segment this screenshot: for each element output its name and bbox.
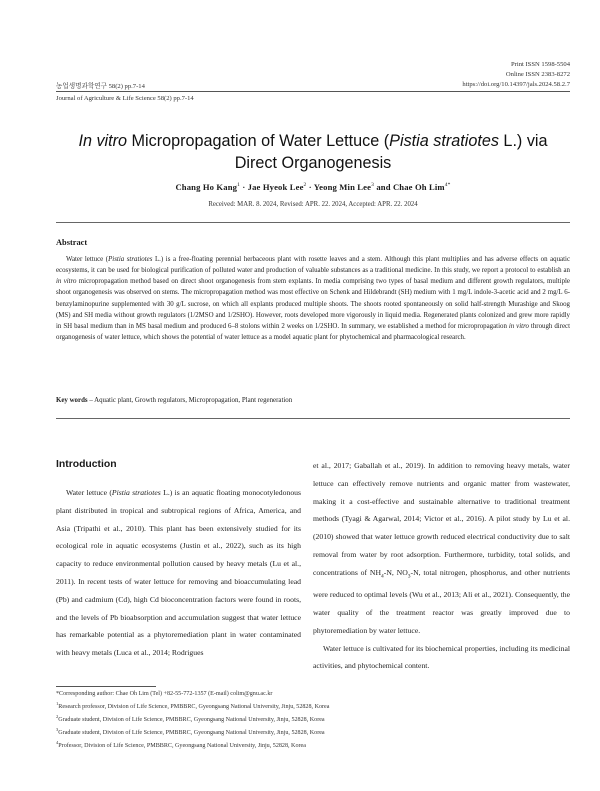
abstract-bottom-rule — [56, 418, 570, 419]
footnote-2: $^2$Graduate student, Division of Life Science, PMBBRC, Gyeongsang National University, Jinju, 52828, Korea — [56, 714, 325, 724]
footnote-3: $^3$Graduate student, Division of Life Science, PMBBRC, Gyeongsang National University, Jinju, 52828, Korea — [56, 727, 325, 737]
footnotes — [56, 689, 570, 752]
author-4: Chae Oh Lim — [392, 182, 445, 192]
title-text-4: L.) via — [498, 132, 548, 150]
title-text-2: Micropropagation of Water Lettuce ( — [127, 132, 390, 150]
doi-link[interactable]: https://doi.org/10.14397/jals.2024.58.2.7 — [462, 81, 570, 88]
title-italic-1: In vitro — [78, 132, 128, 150]
author-list: Chang Ho Kang$^1$ · Jae Hyeok Lee$^2$ · Yeong Min Lee$^3$ and Chae Oh Lim$^{4*}$ — [175, 182, 451, 192]
section-heading-introduction: Introduction — [56, 459, 117, 470]
intro-right-paragraph-1: et al., 2017; Gaballah et al., 2019). In addition to removing heavy metals, water lettuce can effectively remove nutrients and organic matter from wastewater, making it a cost-effective and sustainable alternative to traditional treatment methods (Tyagi & Agarwal, 2014; Victor et al., 2016). A pilot study by Lu et al. (2010) showed that water lettuce growth reduced electrical conductivity due to salt removal from water by root adsorption. Furthermore, turbidity, total solids, and concentrations of $NH_4-N$, $NO_3-N$, total nitrogen, phosphorus, and other nutrients were reduced to optimal levels (Wu et al., 2013; Ali et al., 2021). Consequently, the water quality of the treatment reactor was greatly improved due to phytoremediation by water lettuce. — [313, 461, 570, 635]
footnote-4: $^4$Professor, Division of Life Science, PMBBRC, Gyeongsang National University, Jinju, 52828, Korea — [56, 740, 306, 750]
issn-block — [462, 60, 570, 90]
title-line-2: Direct Organogenesis — [234, 154, 392, 172]
paper-title — [56, 130, 570, 174]
keywords-label: Key words — [56, 397, 88, 404]
author-2: Jae Hyeok Lee — [247, 182, 304, 192]
author-1: Chang Ho Kang — [175, 182, 238, 192]
title-italic-3: Pistia stratiotes — [389, 132, 499, 150]
header-rule — [56, 91, 570, 92]
journal-english: Journal of Agriculture & Life Science 58(2) pp.7-14 — [56, 95, 194, 102]
author-3: Yeong Min Lee — [313, 182, 372, 192]
intro-left-column: Water lettuce (Pistia stratiotes L.) is an aquatic floating monocotyledonous plant distributed in tropical and subtropical regions of Africa, America, and Asia (Tripathi et al., 2010). This plant has been extensively studied for its ecological role in aquatic ecosystems (Justin et al., 2022), such as its high capacity to reduce environmental pollution caused by heavy metals (Lu et al., 2011). In recent tests of water lettuce for removing and bioaccumulating lead (Pb) and cadmium (Cd), high Cd bioconcentration factors were found in roots, and the levels of Pb bioabsorption and accumulation suggest that water lettuce has remarkable potential as a phytoremediation plant in water contaminated with heavy metals (Luca et al., 2014; Rodrigues — [56, 488, 301, 658]
abstract-body: Water lettuce (Pistia stratiotes L.) is a free-floating perennial herbaceous plant with rosette leaves and a stem. Although this plant multiplies and has adverse effects on aquatic ecosystems, it can be used for biological purification of polluted water and production of valuable substances as a traditional medicine. In this study, we report a protocol to establish an in vitro micropropagation method based on direct shoot organogenesis from stem explants. In media comprising two types of basal medium and different growth regulators, multiple shoot organogenesis was observed on stems. The micropropagation method was most effective on Schenk and Hildebrandt (SH) medium with 1 mg/L indole-3-acetic acid and 2 mg/L 6-benzylaminopurine supplemented with 30 g/L sucrose, on which all explants produced multiple shoots. The shoots rooted spontaneously on solid half-strength Murashige and Skoog (MS) and SH media without growth regulators (1/2MSO and 1/2SHO). However, roots developed more vigorously in liquid media. Regenerated plants colonized and grew more rapidly in SH basal medium than in MS basal medium and produced 6–8 stolons within 2 weeks on 1/2SHO. In summary, we established a method for micropropagation in vitro through direct organogenesis of water lettuce, which shows the potential of water lettuce as a model aquatic plant for phytochemical and pharmacological research. — [56, 256, 571, 342]
footnote-1: $^1$Research professor, Division of Life Science, PMBBRC, Gyeongsang National University, Jinju, 52828, Korea — [56, 701, 330, 711]
print-issn: Print ISSN 1598-5504 — [511, 61, 570, 68]
keywords: Key words – Aquatic plant, Growth regulators, Micropropagation, Plant regeneration — [56, 397, 293, 404]
journal-korean: 농업생명과학연구 58(2) pp.7-14 — [56, 83, 145, 90]
submission-dates: Received: MAR. 8. 2024, Revised: APR. 22. 2024, Accepted: APR. 22. 2024 — [208, 201, 418, 208]
keywords-text: Aquatic plant, Growth regulators, Micropropagation, Plant regeneration — [94, 397, 293, 404]
intro-right-column — [313, 457, 570, 675]
abstract-heading: Abstract — [56, 238, 88, 247]
corresponding-author: *Corresponding author: Chae Oh Lim (Tel) +82-55-772-1357 (E-mail) colim@gnu.ac.kr — [56, 691, 273, 697]
online-issn: Online ISSN 2383-8272 — [505, 71, 570, 78]
intro-right-paragraph-2: Water lettuce is cultivated for its biochemical properties, including its medicinal activities, and phytochemical content. — [313, 643, 570, 671]
footnote-rule — [56, 686, 156, 687]
abstract-top-rule — [56, 222, 570, 223]
